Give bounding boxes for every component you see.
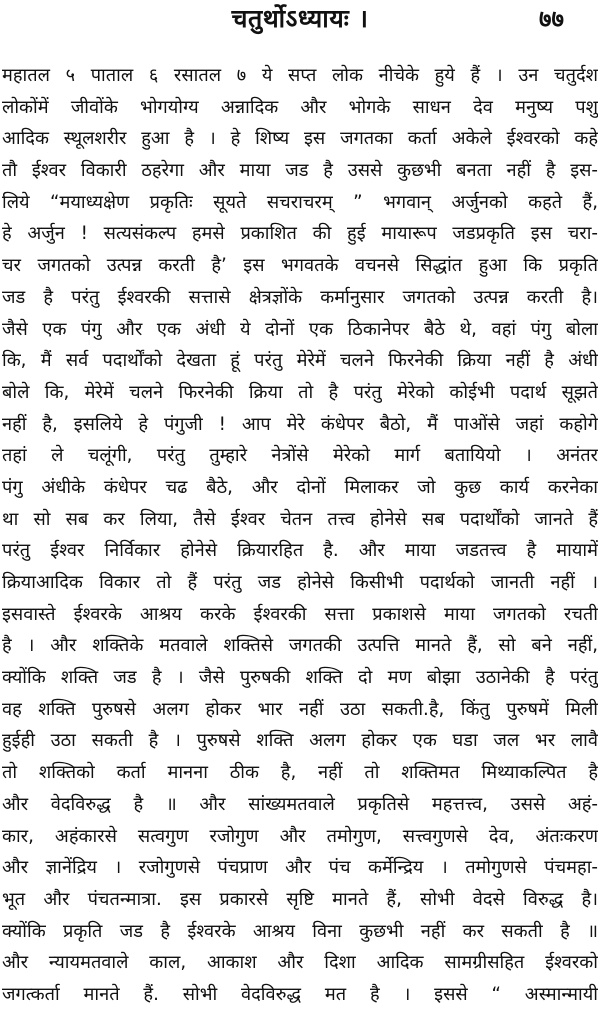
text-line: चर जगतको उत्पन्न करती है’ इस भगवतके वचनसे सिद्धांत हुआ कि प्रकृति — [2, 255, 598, 277]
text-line: क्रियाआदिक विकार तो हैं परंतु जड होनेसे किसीभी पदार्थको जानती नहीं । — [2, 572, 598, 593]
text-line: था सो सब कर लिया, तैसे ईश्वर चेतन तत्त्व होनेसे सब पदार्थोंको जानते हैं — [2, 508, 598, 530]
text-line: वह शक्ति पुरुषसे अलग होकर भार नहीं उठा सकती.है, किंतु पुरुषमें मिली — [2, 698, 598, 720]
text-line: तौ ईश्वर विकारी ठहरेगा और माया जड है उससे कुछभी बनता नहीं है इस- — [2, 160, 598, 182]
text-line: जगत्कर्ता मानते हैं. सोभी वेदविरुद्ध मत है । इससे “ अस्मान्मायी — [2, 983, 598, 1005]
text-line: आदिक स्थूलशरीर हुआ है । हे शिष्य इस जगतका कर्ता अकेले ईश्वरको कहे — [2, 128, 598, 150]
text-line: परंतु ईश्वर निर्विकार होनेसे क्रियारहित है. और माया जडतत्त्व है मायामें — [2, 540, 598, 562]
text-line: हे अर्जुन ! सत्यसंकल्प हमसे प्रकाशित की हुई मायारूप जडप्रकृति इस चरा- — [2, 223, 598, 245]
text-line: कार, अहंकारसे सत्वगुण रजोगुण और तमोगुण, सत्त्वगुणसे देव, अंतःकरण — [2, 825, 598, 847]
text-line: लोकोंमें जीवोंके भोगयोग्य अन्नादिक और भोगके साधन देव मनुष्य पशु — [2, 96, 598, 118]
text-line: जड है परंतु ईश्वरकी सत्तासे क्षेत्रज्ञोंके कर्मानुसार जगतको उत्पन्न करती है। — [2, 286, 598, 308]
text-line: और ज्ञानेंद्रिय । रजोगुणसे पंचप्राण और पंच कर्मेन्द्रिय । तमोगुणसे पंचमहा- — [2, 857, 598, 879]
text-line: क्योंकि शक्ति जड है । जैसे पुरुषकी शक्ति दो मण बोझा उठानेकी है परंतु — [2, 667, 598, 689]
text-line: पंगु अंधीके कंधेपर चढ बैठे, और दोनों मिलाकर जो कुछ कार्य करनेका — [2, 476, 598, 498]
text-line: भूत और पंचतन्मात्रा. इस प्रकारसे सृष्टि मानते हैं, सोभी वेदसे विरुद्ध है। — [2, 888, 598, 910]
body-text — [2, 60, 598, 1011]
text-line: नहीं है, इसलिये हे पंगुजी ! आप मेरे कंधेपर बैठो, मैं पाओंसे जहां कहोगे — [2, 413, 598, 435]
page-header — [0, 2, 600, 38]
text-line: और वेदविरुद्ध है ॥ और सांख्यमतवाले प्रकृतिसे महत्तत्त्व, उससे अहं- — [2, 793, 598, 815]
text-line: है । और शक्तिके मतवाले शक्तिसे जगतकी उत्पत्ति मानते हैं, सो बने नहीं, — [2, 635, 598, 657]
chapter-title: चतुर्थोऽध्यायः । — [231, 4, 369, 33]
text-line: बोले कि, मेरेमें चलने फिरनेकी क्रिया तो है परंतु मेरेको कोईभी पदार्थ सूझते — [2, 381, 598, 403]
text-line: लिये “मयाध्यक्षेण प्रकृतिः सूयते सचराचरम् ” भगवान् अर्जुनको कहते हैं, — [2, 191, 598, 213]
text-line: कि, मैं सर्व पदार्थोंको देखता हूं परंतु मेरेमें चलने फिरनेकी क्रिया नहीं है अंधी — [2, 350, 598, 372]
text-line: क्योंकि प्रकृति जड है ईश्वरके आश्रय विना कुछभी नहीं कर सकती है ॥ — [2, 920, 598, 942]
text-line: हुईही उठा सकती है । पुरुषसे शक्ति अलग होकर एक घडा जल भर लावै — [2, 730, 598, 752]
page-number: ७७ — [539, 5, 564, 33]
text-line: जैसे एक पंगु और एक अंधी ये दोनों एक ठिकानेपर बैठे थे, वहां पंगु बोला — [2, 318, 598, 340]
text-line: इसवास्ते ईश्वरके आश्रय करके ईश्वरकी सत्ता प्रकाशसे माया जगतको रचती — [2, 603, 598, 625]
text-line: और न्यायमतवाले काल, आकाश और दिशा आदिक सामग्रीसहित ईश्वरको — [2, 952, 598, 974]
text-line: तो शक्तिको कर्ता मानना ठीक है, नहीं तो शक्तिमत मिथ्याकल्पित है — [2, 762, 598, 784]
text-line: तहां ले चलूंगी, परंतु तुम्हारे नेत्रोंसे मेरेको मार्ग बतायियो । अनंतर — [2, 445, 598, 467]
text-line: महातल ५ पाताल ६ रसातल ७ ये सप्त लोक नीचेके हुये हैं । उन चतुर्दश — [2, 65, 598, 86]
